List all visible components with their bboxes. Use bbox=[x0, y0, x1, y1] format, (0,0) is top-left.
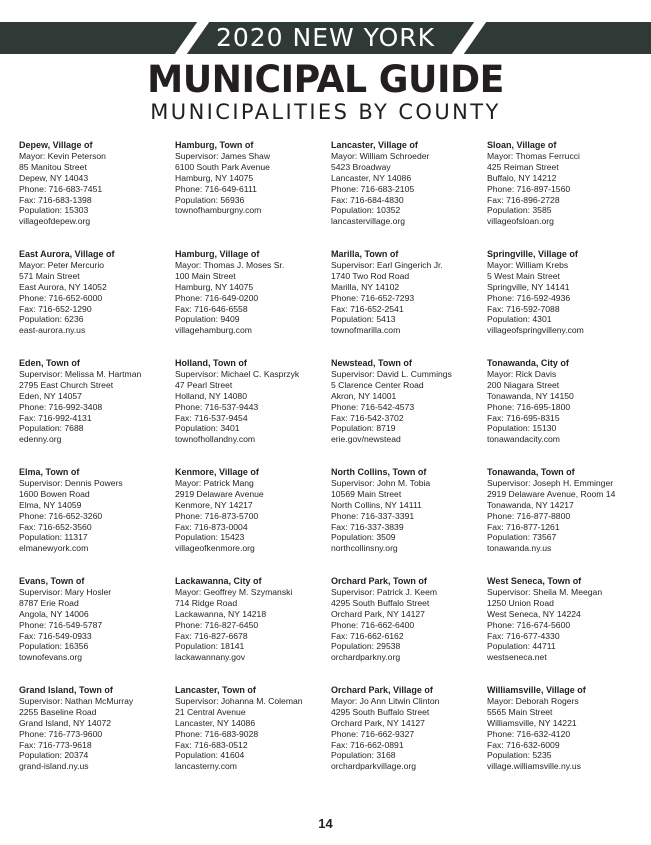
municipality-name: Eden, Town of bbox=[19, 358, 80, 368]
municipality-detail: Population: 3585 bbox=[487, 205, 552, 216]
municipality-name: Orchard Park, Town of bbox=[331, 576, 427, 586]
municipality-detail: Supervisor: Johanna M. Coleman bbox=[175, 695, 303, 706]
municipality-detail: Marilla, NY 14102 bbox=[331, 281, 400, 292]
municipality-detail: Population: 3168 bbox=[331, 750, 396, 761]
municipality-detail: Supervisor: Nathan McMurray bbox=[19, 695, 134, 706]
municipality-detail: Fax: 716-896-2728 bbox=[487, 194, 560, 205]
municipality-detail: Supervisor: James Shaw bbox=[175, 150, 271, 161]
municipality-detail: Buffalo, NY 14212 bbox=[487, 172, 557, 183]
municipality-name: East Aurora, Village of bbox=[19, 249, 115, 259]
municipality-detail: elmanewyork.com bbox=[19, 543, 89, 554]
municipality-detail: Population: 11317 bbox=[19, 532, 88, 543]
municipality-entry bbox=[331, 467, 481, 576]
municipality-detail: Phone: 716-773-9600 bbox=[19, 728, 103, 739]
municipality-detail: 5423 Broadway bbox=[331, 161, 391, 172]
municipality-detail: Fax: 716-592-7088 bbox=[487, 303, 560, 314]
municipality-name: Hamburg, Village of bbox=[175, 249, 260, 259]
municipality-name: West Seneca, Town of bbox=[487, 576, 582, 586]
municipality-detail: Mayor: Patrick Mang bbox=[175, 477, 254, 488]
municipality-detail: Population: 7688 bbox=[19, 423, 84, 434]
municipality-detail: townofhamburgny.com bbox=[175, 205, 262, 216]
municipality-detail: Phone: 716-649-0200 bbox=[175, 292, 259, 303]
header-banner bbox=[0, 22, 651, 54]
municipality-detail: Mayor: Thomas Ferrucci bbox=[487, 150, 580, 161]
municipality-detail: Population: 18141 bbox=[175, 641, 245, 652]
municipality-detail: Kenmore, NY 14217 bbox=[175, 499, 253, 510]
municipality-name: Kenmore, Village of bbox=[175, 467, 259, 477]
municipality-detail: Phone: 716-542-4573 bbox=[331, 401, 415, 412]
municipality-detail: Population: 5413 bbox=[331, 314, 396, 325]
municipality-entry bbox=[175, 140, 325, 249]
municipality-detail: 5 Clarence Center Road bbox=[331, 379, 424, 390]
municipality-detail: Population: 41604 bbox=[175, 750, 245, 761]
municipality-detail: Williamsville, NY 14221 bbox=[487, 717, 577, 728]
municipality-entry bbox=[331, 358, 481, 467]
municipality-entry bbox=[175, 576, 325, 685]
municipality-detail: 5 West Main Street bbox=[487, 270, 560, 281]
municipality-detail: 425 Reiman Street bbox=[487, 161, 559, 172]
directory-column bbox=[331, 140, 481, 794]
municipality-name: Williamsville, Village of bbox=[487, 685, 586, 695]
municipality-detail: Phone: 716-877-8800 bbox=[487, 510, 571, 521]
municipality-detail: Mayor: Peter Mercurio bbox=[19, 259, 105, 270]
municipality-detail: east-aurora.ny.us bbox=[19, 325, 86, 336]
municipality-name: North Collins, Town of bbox=[331, 467, 427, 477]
municipality-detail: Population: 15130 bbox=[487, 423, 557, 434]
municipality-detail: Population: 3509 bbox=[331, 532, 396, 543]
municipality-detail: orchardparkvillage.org bbox=[331, 761, 417, 772]
municipality-detail: Phone: 716-632-4120 bbox=[487, 728, 571, 739]
municipality-detail: Mayor: Deborah Rogers bbox=[487, 695, 579, 706]
municipality-directory bbox=[0, 140, 651, 790]
municipality-detail: Supervisor: Sheila M. Meegan bbox=[487, 586, 603, 597]
municipality-detail: 6100 South Park Avenue bbox=[175, 161, 270, 172]
municipality-detail: grand-island.ny.us bbox=[19, 761, 89, 772]
municipality-detail: Phone: 716-674-5600 bbox=[487, 619, 571, 630]
municipality-detail: Phone: 716-649-6111 bbox=[175, 183, 257, 194]
municipality-detail: 714 Ridge Road bbox=[175, 597, 238, 608]
municipality-name: Hamburg, Town of bbox=[175, 140, 254, 150]
municipality-detail: 571 Main Street bbox=[19, 270, 80, 281]
municipality-detail: Supervisor: Earl Gingerich Jr. bbox=[331, 259, 443, 270]
municipality-detail: villageofkenmore.org bbox=[175, 543, 255, 554]
municipality-name: Evans, Town of bbox=[19, 576, 85, 586]
municipality-detail: 100 Main Street bbox=[175, 270, 236, 281]
municipality-detail: lackawannany.gov bbox=[175, 652, 246, 663]
municipality-detail: Mayor: Jo Ann Litwin Clinton bbox=[331, 695, 440, 706]
municipality-entry bbox=[487, 140, 637, 249]
municipality-entry bbox=[19, 140, 169, 249]
municipality-detail: 2919 Delaware Avenue, Room 14 bbox=[487, 488, 616, 499]
municipality-name: Lancaster, Village of bbox=[331, 140, 418, 150]
municipality-detail: Tonawanda, NY 14150 bbox=[487, 390, 574, 401]
municipality-detail: Phone: 716-992-3408 bbox=[19, 401, 103, 412]
municipality-detail: Fax: 716-549-0933 bbox=[19, 630, 92, 641]
municipality-detail: lancastervillage.org bbox=[331, 216, 406, 227]
municipality-detail: Mayor: William Krebs bbox=[487, 259, 569, 270]
municipality-detail: 1740 Two Rod Road bbox=[331, 270, 410, 281]
municipality-detail: Hamburg, NY 14075 bbox=[175, 281, 254, 292]
municipality-detail: Fax: 716-992-4131 bbox=[19, 412, 92, 423]
municipality-detail: Phone: 716-592-4936 bbox=[487, 292, 571, 303]
municipality-detail: 8787 Erie Road bbox=[19, 597, 79, 608]
municipality-name: Orchard Park, Village of bbox=[331, 685, 433, 695]
municipality-detail: Population: 20374 bbox=[19, 750, 89, 761]
municipality-detail: Fax: 716-632-6009 bbox=[487, 739, 560, 750]
municipality-detail: Hamburg, NY 14075 bbox=[175, 172, 254, 183]
municipality-detail: Population: 8719 bbox=[331, 423, 396, 434]
municipality-detail: westseneca.net bbox=[487, 652, 547, 663]
municipality-detail: 21 Central Avenue bbox=[175, 706, 246, 717]
municipality-name: Elma, Town of bbox=[19, 467, 80, 477]
municipality-detail: Phone: 716-662-9327 bbox=[331, 728, 415, 739]
municipality-detail: townofmarilla.com bbox=[331, 325, 401, 336]
municipality-detail: Phone: 716-652-6000 bbox=[19, 292, 103, 303]
municipality-detail: Phone: 716-683-2105 bbox=[331, 183, 415, 194]
municipality-detail: 1600 Bowen Road bbox=[19, 488, 90, 499]
municipality-detail: Fax: 716-873-0004 bbox=[175, 521, 248, 532]
municipality-entry bbox=[487, 249, 637, 358]
page-title: MUNICIPAL GUIDE bbox=[147, 58, 504, 101]
municipality-detail: villageofsloan.org bbox=[487, 216, 554, 227]
municipality-detail: Fax: 716-646-6558 bbox=[175, 303, 248, 314]
municipality-detail: Phone: 716-683-7451 bbox=[19, 183, 103, 194]
municipality-detail: Fax: 716-827-6678 bbox=[175, 630, 248, 641]
municipality-detail: Akron, NY 14001 bbox=[331, 390, 397, 401]
municipality-detail: 4295 South Buffalo Street bbox=[331, 597, 430, 608]
municipality-detail: Grand Island, NY 14072 bbox=[19, 717, 112, 728]
municipality-detail: Supervisor: Patrick J. Keem bbox=[331, 586, 438, 597]
municipality-detail: Orchard Park, NY 14127 bbox=[331, 717, 425, 728]
municipality-detail: Population: 15423 bbox=[175, 532, 245, 543]
municipality-detail: Supervisor: Dennis Powers bbox=[19, 477, 123, 488]
municipality-detail: Supervisor: Joseph H. Emminger bbox=[487, 477, 614, 488]
municipality-detail: Phone: 716-662-6400 bbox=[331, 619, 415, 630]
municipality-detail: Mayor: Rick Davis bbox=[487, 368, 557, 379]
page-number: 14 bbox=[318, 816, 333, 831]
municipality-detail: Fax: 716-662-6162 bbox=[331, 630, 404, 641]
municipality-entry bbox=[487, 467, 637, 576]
municipality-detail: villageofdepew.org bbox=[19, 216, 91, 227]
municipality-detail: Fax: 716-773-9618 bbox=[19, 739, 92, 750]
municipality-detail: villagehamburg.com bbox=[175, 325, 252, 336]
municipality-detail: Phone: 716-683-9028 bbox=[175, 728, 259, 739]
municipality-detail: 2255 Baseline Road bbox=[19, 706, 97, 717]
municipality-detail: tonawanda.ny.us bbox=[487, 543, 552, 554]
municipality-detail: Lackawanna, NY 14218 bbox=[175, 608, 267, 619]
municipality-detail: Fax: 716-652-2541 bbox=[331, 303, 404, 314]
municipality-entry bbox=[487, 358, 637, 467]
municipality-detail: 2919 Delaware Avenue bbox=[175, 488, 264, 499]
municipality-detail: Fax: 716-683-1398 bbox=[19, 194, 92, 205]
municipality-detail: Fax: 716-542-3702 bbox=[331, 412, 404, 423]
municipality-detail: Population: 56936 bbox=[175, 194, 245, 205]
municipality-detail: Mayor: Thomas J. Moses Sr. bbox=[175, 259, 285, 270]
municipality-detail: Phone: 716-337-3391 bbox=[331, 510, 415, 521]
municipality-detail: Elma, NY 14059 bbox=[19, 499, 82, 510]
municipality-detail: Orchard Park, NY 14127 bbox=[331, 608, 425, 619]
municipality-detail: Supervisor: Michael C. Kasprzyk bbox=[175, 368, 300, 379]
municipality-detail: Supervisor: David L. Cummings bbox=[331, 368, 452, 379]
municipality-detail: Population: 6236 bbox=[19, 314, 84, 325]
municipality-detail: Fax: 716-662-0891 bbox=[331, 739, 404, 750]
municipality-detail: Fax: 716-684-4830 bbox=[331, 194, 404, 205]
municipality-detail: Population: 16356 bbox=[19, 641, 89, 652]
page-subtitle: MUNICIPALITIES BY COUNTY bbox=[150, 100, 501, 124]
municipality-detail: Population: 9409 bbox=[175, 314, 240, 325]
directory-column bbox=[19, 140, 169, 794]
municipality-detail: Phone: 716-897-1560 bbox=[487, 183, 571, 194]
municipality-entry bbox=[331, 685, 481, 794]
municipality-detail: Fax: 716-652-1290 bbox=[19, 303, 92, 314]
municipality-entry bbox=[175, 685, 325, 794]
municipality-detail: Phone: 716-695-1800 bbox=[487, 401, 571, 412]
municipality-name: Newstead, Town of bbox=[331, 358, 412, 368]
directory-column bbox=[175, 140, 325, 794]
municipality-detail: Fax: 716-677-4330 bbox=[487, 630, 560, 641]
municipality-detail: West Seneca, NY 14224 bbox=[487, 608, 581, 619]
municipality-name: Sloan, Village of bbox=[487, 140, 557, 150]
municipality-entry bbox=[331, 576, 481, 685]
municipality-entry bbox=[19, 358, 169, 467]
municipality-detail: 4295 South Buffalo Street bbox=[331, 706, 430, 717]
municipality-detail: Mayor: William Schroeder bbox=[331, 150, 430, 161]
municipality-name: Tonawanda, Town of bbox=[487, 467, 575, 477]
municipality-entry bbox=[175, 358, 325, 467]
municipality-detail: Angola, NY 14006 bbox=[19, 608, 89, 619]
municipality-detail: Fax: 716-337-3839 bbox=[331, 521, 404, 532]
municipality-detail: Population: 5235 bbox=[487, 750, 552, 761]
municipality-detail: Population: 4301 bbox=[487, 314, 552, 325]
municipality-detail: northcollinsny.org bbox=[331, 543, 398, 554]
municipality-detail: Population: 3401 bbox=[175, 423, 240, 434]
municipality-entry bbox=[331, 249, 481, 358]
municipality-detail: Supervisor: Mary Hosler bbox=[19, 586, 112, 597]
municipality-entry bbox=[175, 249, 325, 358]
municipality-detail: Mayor: Geoffrey M. Szymanski bbox=[175, 586, 293, 597]
municipality-entry bbox=[19, 467, 169, 576]
municipality-detail: Lancaster, NY 14086 bbox=[175, 717, 256, 728]
municipality-detail: Mayor: Kevin Peterson bbox=[19, 150, 106, 161]
municipality-detail: 10569 Main Street bbox=[331, 488, 402, 499]
municipality-detail: townofhollandny.com bbox=[175, 434, 256, 445]
municipality-detail: Eden, NY 14057 bbox=[19, 390, 82, 401]
municipality-detail: Fax: 716-877-1261 bbox=[487, 521, 560, 532]
municipality-name: Lackawanna, City of bbox=[175, 576, 262, 586]
municipality-detail: villageofspringvilleny.com bbox=[487, 325, 584, 336]
municipality-detail: edenny.org bbox=[19, 434, 62, 445]
municipality-detail: Fax: 716-683-0512 bbox=[175, 739, 248, 750]
municipality-detail: Springville, NY 14141 bbox=[487, 281, 570, 292]
banner-title: 2020 NEW YORK bbox=[215, 23, 436, 52]
municipality-detail: townofevans.org bbox=[19, 652, 83, 663]
municipality-detail: Holland, NY 14080 bbox=[175, 390, 247, 401]
municipality-detail: Supervisor: Melissa M. Hartman bbox=[19, 368, 142, 379]
municipality-detail: Population: 44711 bbox=[487, 641, 556, 652]
municipality-detail: village.williamsville.ny.us bbox=[487, 761, 581, 772]
municipality-detail: Fax: 716-537-9454 bbox=[175, 412, 248, 423]
municipality-detail: Supervisor: John M. Tobia bbox=[331, 477, 431, 488]
municipality-detail: Population: 15303 bbox=[19, 205, 89, 216]
municipality-entry bbox=[19, 249, 169, 358]
municipality-detail: 2795 East Church Street bbox=[19, 379, 114, 390]
municipality-detail: Population: 73567 bbox=[487, 532, 557, 543]
municipality-detail: 5565 Main Street bbox=[487, 706, 553, 717]
directory-column bbox=[487, 140, 637, 794]
municipality-detail: Phone: 716-537-9443 bbox=[175, 401, 259, 412]
municipality-name: Springville, Village of bbox=[487, 249, 578, 259]
municipality-detail: Tonawanda, NY 14217 bbox=[487, 499, 574, 510]
municipality-detail: Population: 29538 bbox=[331, 641, 401, 652]
municipality-detail: Fax: 716-695-8315 bbox=[487, 412, 560, 423]
municipality-detail: lancasterny.com bbox=[175, 761, 237, 772]
municipality-detail: 1250 Union Road bbox=[487, 597, 554, 608]
municipality-detail: East Aurora, NY 14052 bbox=[19, 281, 107, 292]
municipality-detail: 200 Niagara Street bbox=[487, 379, 560, 390]
municipality-detail: 85 Manitou Street bbox=[19, 161, 87, 172]
municipality-entry bbox=[19, 576, 169, 685]
municipality-detail: Phone: 716-652-7293 bbox=[331, 292, 415, 303]
municipality-detail: Depew, NY 14043 bbox=[19, 172, 89, 183]
municipality-name: Marilla, Town of bbox=[331, 249, 399, 259]
municipality-name: Tonawanda, City of bbox=[487, 358, 569, 368]
municipality-entry bbox=[19, 685, 169, 794]
municipality-detail: Fax: 716-652-3560 bbox=[19, 521, 92, 532]
municipality-name: Holland, Town of bbox=[175, 358, 247, 368]
municipality-detail: erie.gov/newstead bbox=[331, 434, 401, 445]
municipality-entry bbox=[175, 467, 325, 576]
municipality-detail: Phone: 716-549-5787 bbox=[19, 619, 103, 630]
municipality-name: Grand Island, Town of bbox=[19, 685, 113, 695]
municipality-detail: tonawandacity.com bbox=[487, 434, 560, 445]
municipality-name: Depew, Village of bbox=[19, 140, 93, 150]
municipality-detail: orchardparkny.org bbox=[331, 652, 401, 663]
municipality-name: Lancaster, Town of bbox=[175, 685, 256, 695]
municipality-detail: North Collins, NY 14111 bbox=[331, 499, 422, 510]
municipality-entry bbox=[487, 685, 637, 794]
municipality-entry bbox=[487, 576, 637, 685]
municipality-entry bbox=[331, 140, 481, 249]
municipality-detail: Lancaster, NY 14086 bbox=[331, 172, 412, 183]
municipality-detail: Phone: 716-873-5700 bbox=[175, 510, 259, 521]
municipality-detail: Population: 10352 bbox=[331, 205, 401, 216]
municipality-detail: 47 Pearl Street bbox=[175, 379, 233, 390]
municipality-detail: Phone: 716-827-6450 bbox=[175, 619, 259, 630]
municipality-detail: Phone: 716-652-3260 bbox=[19, 510, 103, 521]
